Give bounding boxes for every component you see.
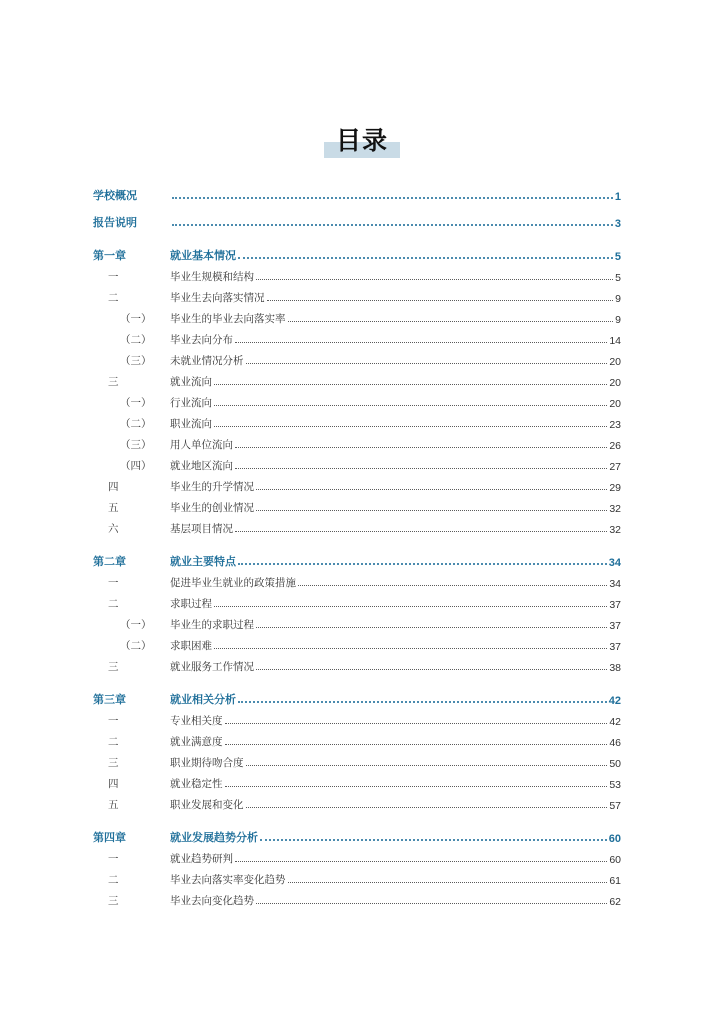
toc-entry-number: 五: [108, 502, 119, 514]
toc-entry-number: 第三章: [93, 693, 126, 706]
toc-page-number: 62: [609, 896, 621, 908]
toc-entry-number: 三: [108, 895, 119, 907]
toc-entry-label: 用人单位流向: [170, 439, 233, 451]
toc-section-row[interactable]: [93, 569, 621, 590]
toc-entry-number: 三: [108, 661, 119, 673]
toc-section-row[interactable]: [93, 728, 621, 749]
toc-entry-number: （一）: [120, 313, 152, 325]
toc-entry-number: （一）: [120, 619, 152, 631]
dot-leader: [225, 743, 608, 745]
toc-entry-number: 二: [108, 874, 119, 886]
toc-page-number: 32: [609, 503, 621, 515]
dot-leader: [238, 256, 613, 259]
toc-section-row[interactable]: [93, 305, 621, 326]
toc-section-row[interactable]: [93, 452, 621, 473]
toc-entry-label: 就业流向: [170, 376, 212, 388]
toc-entry-number: 报告说明: [93, 216, 137, 229]
toc-entry-number: 二: [108, 736, 119, 748]
toc-section-row[interactable]: [93, 389, 621, 410]
toc-page-number: 42: [609, 716, 621, 728]
toc-section-row[interactable]: [93, 347, 621, 368]
dot-leader: [235, 530, 607, 532]
dot-leader: [235, 446, 607, 448]
toc-entry-label: 就业基本情况: [170, 249, 236, 262]
toc-entry-label: 专业相关度: [170, 715, 223, 727]
toc-entry-label: 毕业生去向落实情况: [170, 292, 265, 304]
toc-page-number: 53: [609, 779, 621, 791]
toc-chapter-row[interactable]: [93, 203, 621, 230]
toc-entry-label: 毕业去向落实率变化趋势: [170, 874, 286, 886]
toc-entry-label: 就业地区流向: [170, 460, 233, 472]
toc-entry-number: 一: [108, 853, 119, 865]
toc-entry-number: （二）: [120, 640, 152, 652]
toc-page-number: 3: [614, 218, 621, 230]
toc-entry-label: 职业期待吻合度: [170, 757, 244, 769]
toc-page-number: 46: [609, 737, 621, 749]
toc-section-row[interactable]: [93, 749, 621, 770]
toc-entry-label: 毕业去向变化趋势: [170, 895, 254, 907]
toc-section-row[interactable]: [93, 326, 621, 347]
dot-leader: [288, 320, 614, 322]
toc-section-row[interactable]: [93, 410, 621, 431]
toc-section-row[interactable]: [93, 770, 621, 791]
toc-entry-label: 职业流向: [170, 418, 212, 430]
dot-leader: [256, 509, 607, 511]
toc-page-number: 37: [609, 641, 621, 653]
toc-section-row[interactable]: [93, 611, 621, 632]
dot-leader: [246, 764, 608, 766]
toc-entry-number: 学校概况: [93, 189, 137, 202]
toc-section-row[interactable]: [93, 494, 621, 515]
toc-entry-number: 第一章: [93, 249, 126, 262]
toc-entry-number: 四: [108, 778, 119, 790]
toc-page-number: 37: [609, 599, 621, 611]
toc-entry-label: 就业趋势研判: [170, 853, 233, 865]
dot-leader: [235, 860, 607, 862]
toc-chapter-row[interactable]: [93, 680, 621, 707]
table-of-contents: [93, 176, 621, 908]
toc-section-row[interactable]: [93, 632, 621, 653]
toc-section-row[interactable]: [93, 653, 621, 674]
toc-page-number: 1: [614, 191, 621, 203]
dot-leader: [172, 223, 613, 226]
toc-entry-label: 就业服务工作情况: [170, 661, 254, 673]
toc-page-number: 60: [608, 833, 621, 845]
toc-page-number: 34: [609, 578, 621, 590]
toc-page-number: 34: [608, 557, 621, 569]
toc-section-row[interactable]: [93, 473, 621, 494]
toc-chapter-row[interactable]: [93, 176, 621, 203]
toc-entry-label: 毕业去向分布: [170, 334, 233, 346]
toc-page-number: 20: [609, 356, 621, 368]
toc-entry-label: 毕业生的升学情况: [170, 481, 254, 493]
toc-entry-label: 求职困难: [170, 640, 212, 652]
toc-page-number: 37: [609, 620, 621, 632]
toc-section-row[interactable]: [93, 845, 621, 866]
toc-entry-label: 就业发展趋势分析: [170, 831, 258, 844]
toc-page-number: 23: [609, 419, 621, 431]
dot-leader: [256, 626, 607, 628]
toc-entry-number: （三）: [120, 439, 152, 451]
toc-entry-number: 五: [108, 799, 119, 811]
toc-entry-number: 二: [108, 292, 119, 304]
toc-entry-label: 求职过程: [170, 598, 212, 610]
title-area: [0, 124, 724, 158]
toc-page-number: 42: [608, 695, 621, 707]
toc-entry-number: （二）: [120, 334, 152, 346]
toc-entry-number: 第四章: [93, 831, 126, 844]
toc-entry-label: 就业主要特点: [170, 555, 236, 568]
dot-leader: [214, 647, 607, 649]
toc-section-row[interactable]: [93, 791, 621, 812]
toc-entry-label: 职业发展和变化: [170, 799, 244, 811]
toc-entry-label: 就业满意度: [170, 736, 223, 748]
toc-page-number: 20: [609, 398, 621, 410]
toc-entry-number: 三: [108, 376, 119, 388]
dot-leader: [256, 668, 607, 670]
toc-section-row[interactable]: [93, 431, 621, 452]
toc-page-number: 9: [615, 314, 621, 326]
dot-leader: [225, 785, 608, 787]
dot-leader: [256, 902, 607, 904]
toc-section-row[interactable]: [93, 590, 621, 611]
toc-entry-number: 六: [108, 523, 119, 535]
toc-entry-label: 就业稳定性: [170, 778, 223, 790]
toc-title: 目录: [324, 124, 400, 158]
dot-leader: [235, 341, 607, 343]
toc-entry-number: 一: [108, 271, 119, 283]
toc-page-number: 60: [609, 854, 621, 866]
toc-entry-number: （二）: [120, 418, 152, 430]
dot-leader: [214, 383, 607, 385]
dot-leader: [235, 467, 607, 469]
toc-chapter-row[interactable]: [93, 818, 621, 845]
toc-page-number: 57: [609, 800, 621, 812]
dot-leader: [172, 196, 613, 199]
toc-entry-label: 毕业生的毕业去向落实率: [170, 313, 286, 325]
toc-entry-label: 毕业生的求职过程: [170, 619, 254, 631]
toc-entry-label: 就业相关分析: [170, 693, 236, 706]
dot-leader: [214, 425, 607, 427]
dot-leader: [238, 700, 607, 703]
toc-entry-label: 毕业生规模和结构: [170, 271, 254, 283]
toc-entry-label: 促进毕业生就业的政策措施: [170, 577, 296, 589]
toc-entry-number: （三）: [120, 355, 152, 367]
toc-entry-number: （四）: [120, 460, 152, 472]
toc-entry-number: 二: [108, 598, 119, 610]
dot-leader: [256, 278, 613, 280]
dot-leader: [298, 584, 607, 586]
toc-section-row[interactable]: [93, 284, 621, 305]
dot-leader: [225, 722, 608, 724]
dot-leader: [288, 881, 608, 883]
toc-entry-label: 基层项目情况: [170, 523, 233, 535]
dot-leader: [214, 404, 607, 406]
toc-section-row[interactable]: [93, 515, 621, 536]
dot-leader: [214, 605, 607, 607]
dot-leader: [238, 562, 607, 565]
toc-page-number: 50: [609, 758, 621, 770]
dot-leader: [246, 362, 608, 364]
toc-entry-label: 未就业情况分析: [170, 355, 244, 367]
toc-chapter-row[interactable]: [93, 542, 621, 569]
toc-entry-label: 毕业生的创业情况: [170, 502, 254, 514]
dot-leader: [267, 299, 614, 301]
toc-page-number: 61: [609, 875, 621, 887]
toc-section-row[interactable]: [93, 263, 621, 284]
toc-entry-label: 行业流向: [170, 397, 212, 409]
toc-page-number: 32: [609, 524, 621, 536]
toc-chapter-row[interactable]: [93, 236, 621, 263]
dot-leader: [260, 838, 607, 841]
toc-page-number: 14: [609, 335, 621, 347]
toc-page-number: 26: [609, 440, 621, 452]
toc-entry-number: 一: [108, 577, 119, 589]
toc-page-number: 27: [609, 461, 621, 473]
toc-page-number: 29: [609, 482, 621, 494]
toc-section-row[interactable]: [93, 887, 621, 908]
toc-page-number: 5: [615, 272, 621, 284]
toc-entry-number: （一）: [120, 397, 152, 409]
toc-page-number: 38: [609, 662, 621, 674]
toc-section-row[interactable]: [93, 866, 621, 887]
toc-entry-number: 三: [108, 757, 119, 769]
toc-entry-number: 一: [108, 715, 119, 727]
dot-leader: [246, 806, 608, 808]
toc-page-number: 20: [609, 377, 621, 389]
toc-section-row[interactable]: [93, 368, 621, 389]
dot-leader: [256, 488, 607, 490]
toc-entry-number: 四: [108, 481, 119, 493]
toc-page-number: 5: [614, 251, 621, 263]
toc-page-number: 9: [615, 293, 621, 305]
toc-section-row[interactable]: [93, 707, 621, 728]
toc-entry-number: 第二章: [93, 555, 126, 568]
